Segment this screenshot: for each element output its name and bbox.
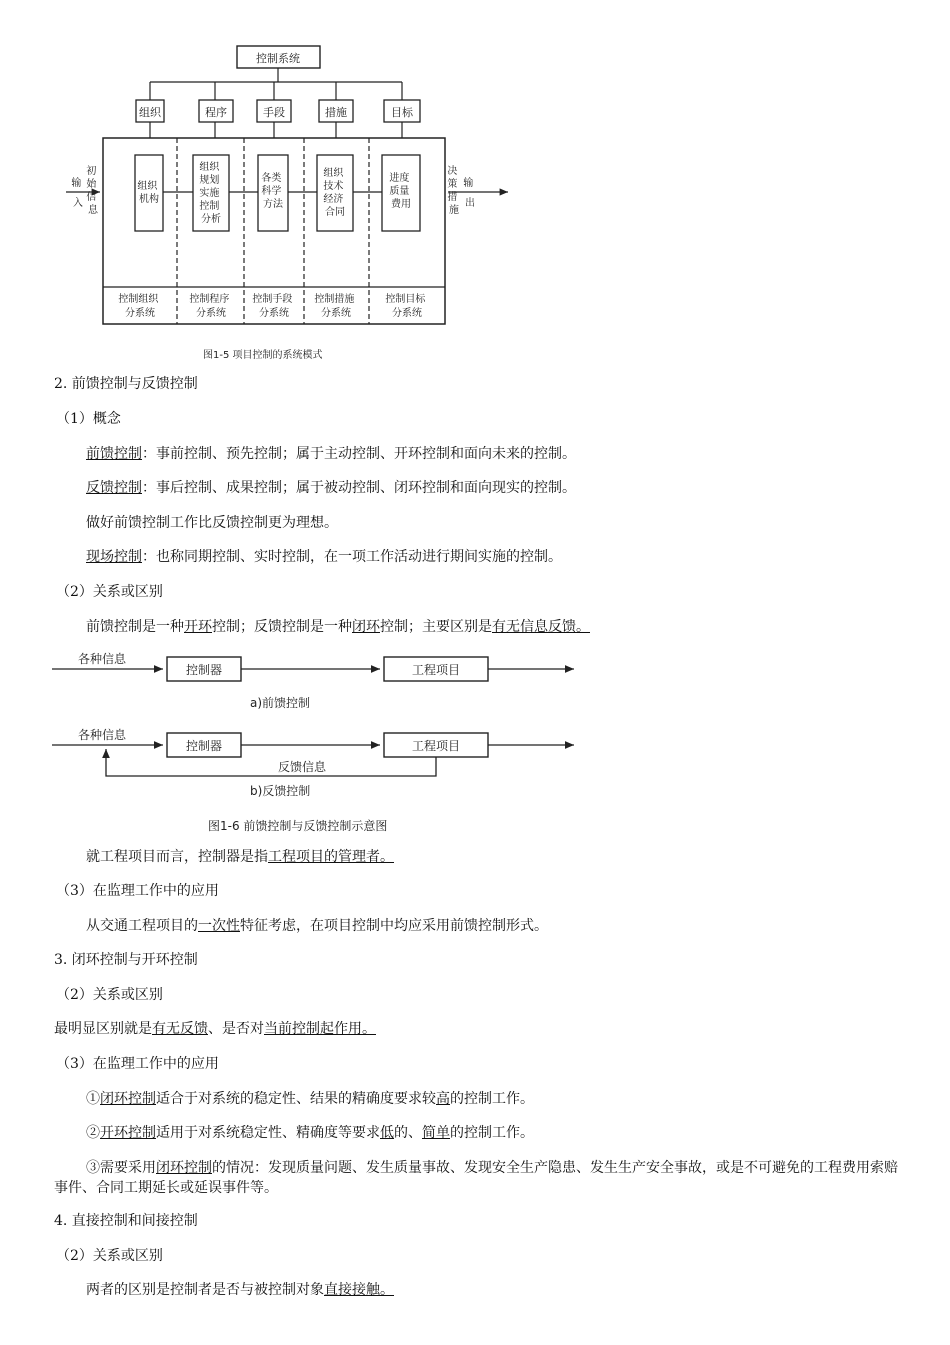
- box-measures-text: 组织 技术 经济 合同: [323, 168, 345, 218]
- heading-direct-indirect: 4. 直接控制和间接控制: [54, 1213, 198, 1229]
- info-label-b: 各种信息: [78, 728, 127, 742]
- sub-concept: （1）概念: [56, 411, 121, 427]
- subsystem-means: 控制手段 分系统: [252, 294, 293, 319]
- subsystem-goal: 控制目标 分系统: [385, 294, 426, 319]
- feedforward-feedback-diagram: [50, 645, 590, 845]
- label-feedforward: a)前馈控制: [250, 696, 311, 710]
- figure-1-5-caption: 图1-5 项目控制的系统模式: [203, 350, 323, 361]
- box-procedure-text: 组织 规划 实施 控制 分析: [199, 162, 221, 225]
- sub-application-2: （3）在监理工作中的应用: [56, 1056, 219, 1072]
- box-means-text: 各类 科学 方法: [261, 173, 283, 210]
- sub-relationship-3: （2）关系或区别: [56, 1248, 163, 1264]
- category-goal: 目标: [391, 106, 413, 119]
- para-better: 做好前馈控制工作比反馈控制更为理想。: [86, 515, 338, 531]
- sub-relationship-1: （2）关系或区别: [56, 584, 163, 600]
- subsystem-measures: 控制措施 分系统: [314, 294, 355, 319]
- subsystem-procedure: 控制程序 分系统: [189, 294, 230, 319]
- para-open-loop-use: ②开环控制适用于对系统稳定性、精确度等要求低的、简单的控制工作。: [86, 1125, 534, 1141]
- para-controller: 就工程项目而言，控制器是指工程项目的管理者。: [86, 849, 394, 865]
- heading-feedforward-feedback: 2. 前馈控制与反馈控制: [54, 376, 198, 392]
- category-procedure: 程序: [205, 106, 227, 119]
- feedback-info-label: 反馈信息: [278, 760, 327, 774]
- para-difference: 前馈控制是一种开环控制；反馈控制是一种闭环控制；主要区别是有无信息反馈。: [86, 619, 590, 635]
- box-org-text: 组织 机构: [137, 181, 159, 205]
- heading-closed-open: 3. 闭环控制与开环控制: [54, 952, 198, 968]
- category-org: 组织: [139, 106, 161, 119]
- controller-a: 控制器: [185, 663, 223, 677]
- category-means: 手段: [263, 106, 285, 119]
- output-label: 输 出: [463, 178, 475, 209]
- subsystem-org: 控制组织 分系统: [118, 294, 159, 319]
- category-measures: 措施: [325, 106, 347, 119]
- project-a: 工程项目: [411, 663, 461, 677]
- project-b: 工程项目: [411, 739, 461, 753]
- para-closed-open-diff: 最明显区别就是有无反馈、是否对当前控制起作用。: [54, 1021, 376, 1037]
- para-feedforward-def: 前馈控制：事前控制、预先控制；属于主动控制、开环控制和面向未来的控制。: [86, 446, 576, 462]
- label-feedback: b)反馈控制: [250, 784, 311, 798]
- box-goal-text: 进度 质量 费用: [389, 173, 411, 210]
- decision-measures-label: 决 策 措 施: [447, 166, 459, 216]
- para-onsite-def: 现场控制：也称同期控制、实时控制，在一项工作活动进行期间实施的控制。: [86, 549, 562, 565]
- para-one-time: 从交通工程项目的一次性特征考虑，在项目控制中均应采用前馈控制形式。: [86, 918, 548, 934]
- para-closed-loop-use: ①闭环控制适合于对系统的稳定性、结果的精确度要求较高的控制工作。: [86, 1091, 534, 1107]
- figure-1-6-caption: 图1-6 前馈控制与反馈控制示意图: [208, 819, 388, 833]
- input-label: 输 入: [71, 178, 83, 209]
- info-label-a: 各种信息: [78, 652, 127, 666]
- sub-application-1: （3）在监理工作中的应用: [56, 883, 219, 899]
- controller-b: 控制器: [185, 739, 223, 753]
- initial-info-label: 初 始 信 息: [86, 166, 98, 216]
- category-boxes: [136, 100, 420, 122]
- project-control-system-diagram: [60, 40, 520, 370]
- para-feedback-def: 反馈控制：事后控制、成果控制；属于被动控制、闭环控制和面向现实的控制。: [86, 480, 576, 496]
- control-system-label: 控制系统: [256, 52, 300, 65]
- para-direct-contact: 两者的区别是控制者是否与被控制对象直接接触。: [86, 1282, 394, 1298]
- sub-relationship-2: （2）关系或区别: [56, 987, 163, 1003]
- para-closed-loop-cases: ③需要采用闭环控制的情况：发现质量问题、发生质量事故、发现安全生产隐患、发生生产安全事故，或是不可避免的工程费用索赔事件、合同工期延长或延误事件等。: [54, 1160, 898, 1196]
